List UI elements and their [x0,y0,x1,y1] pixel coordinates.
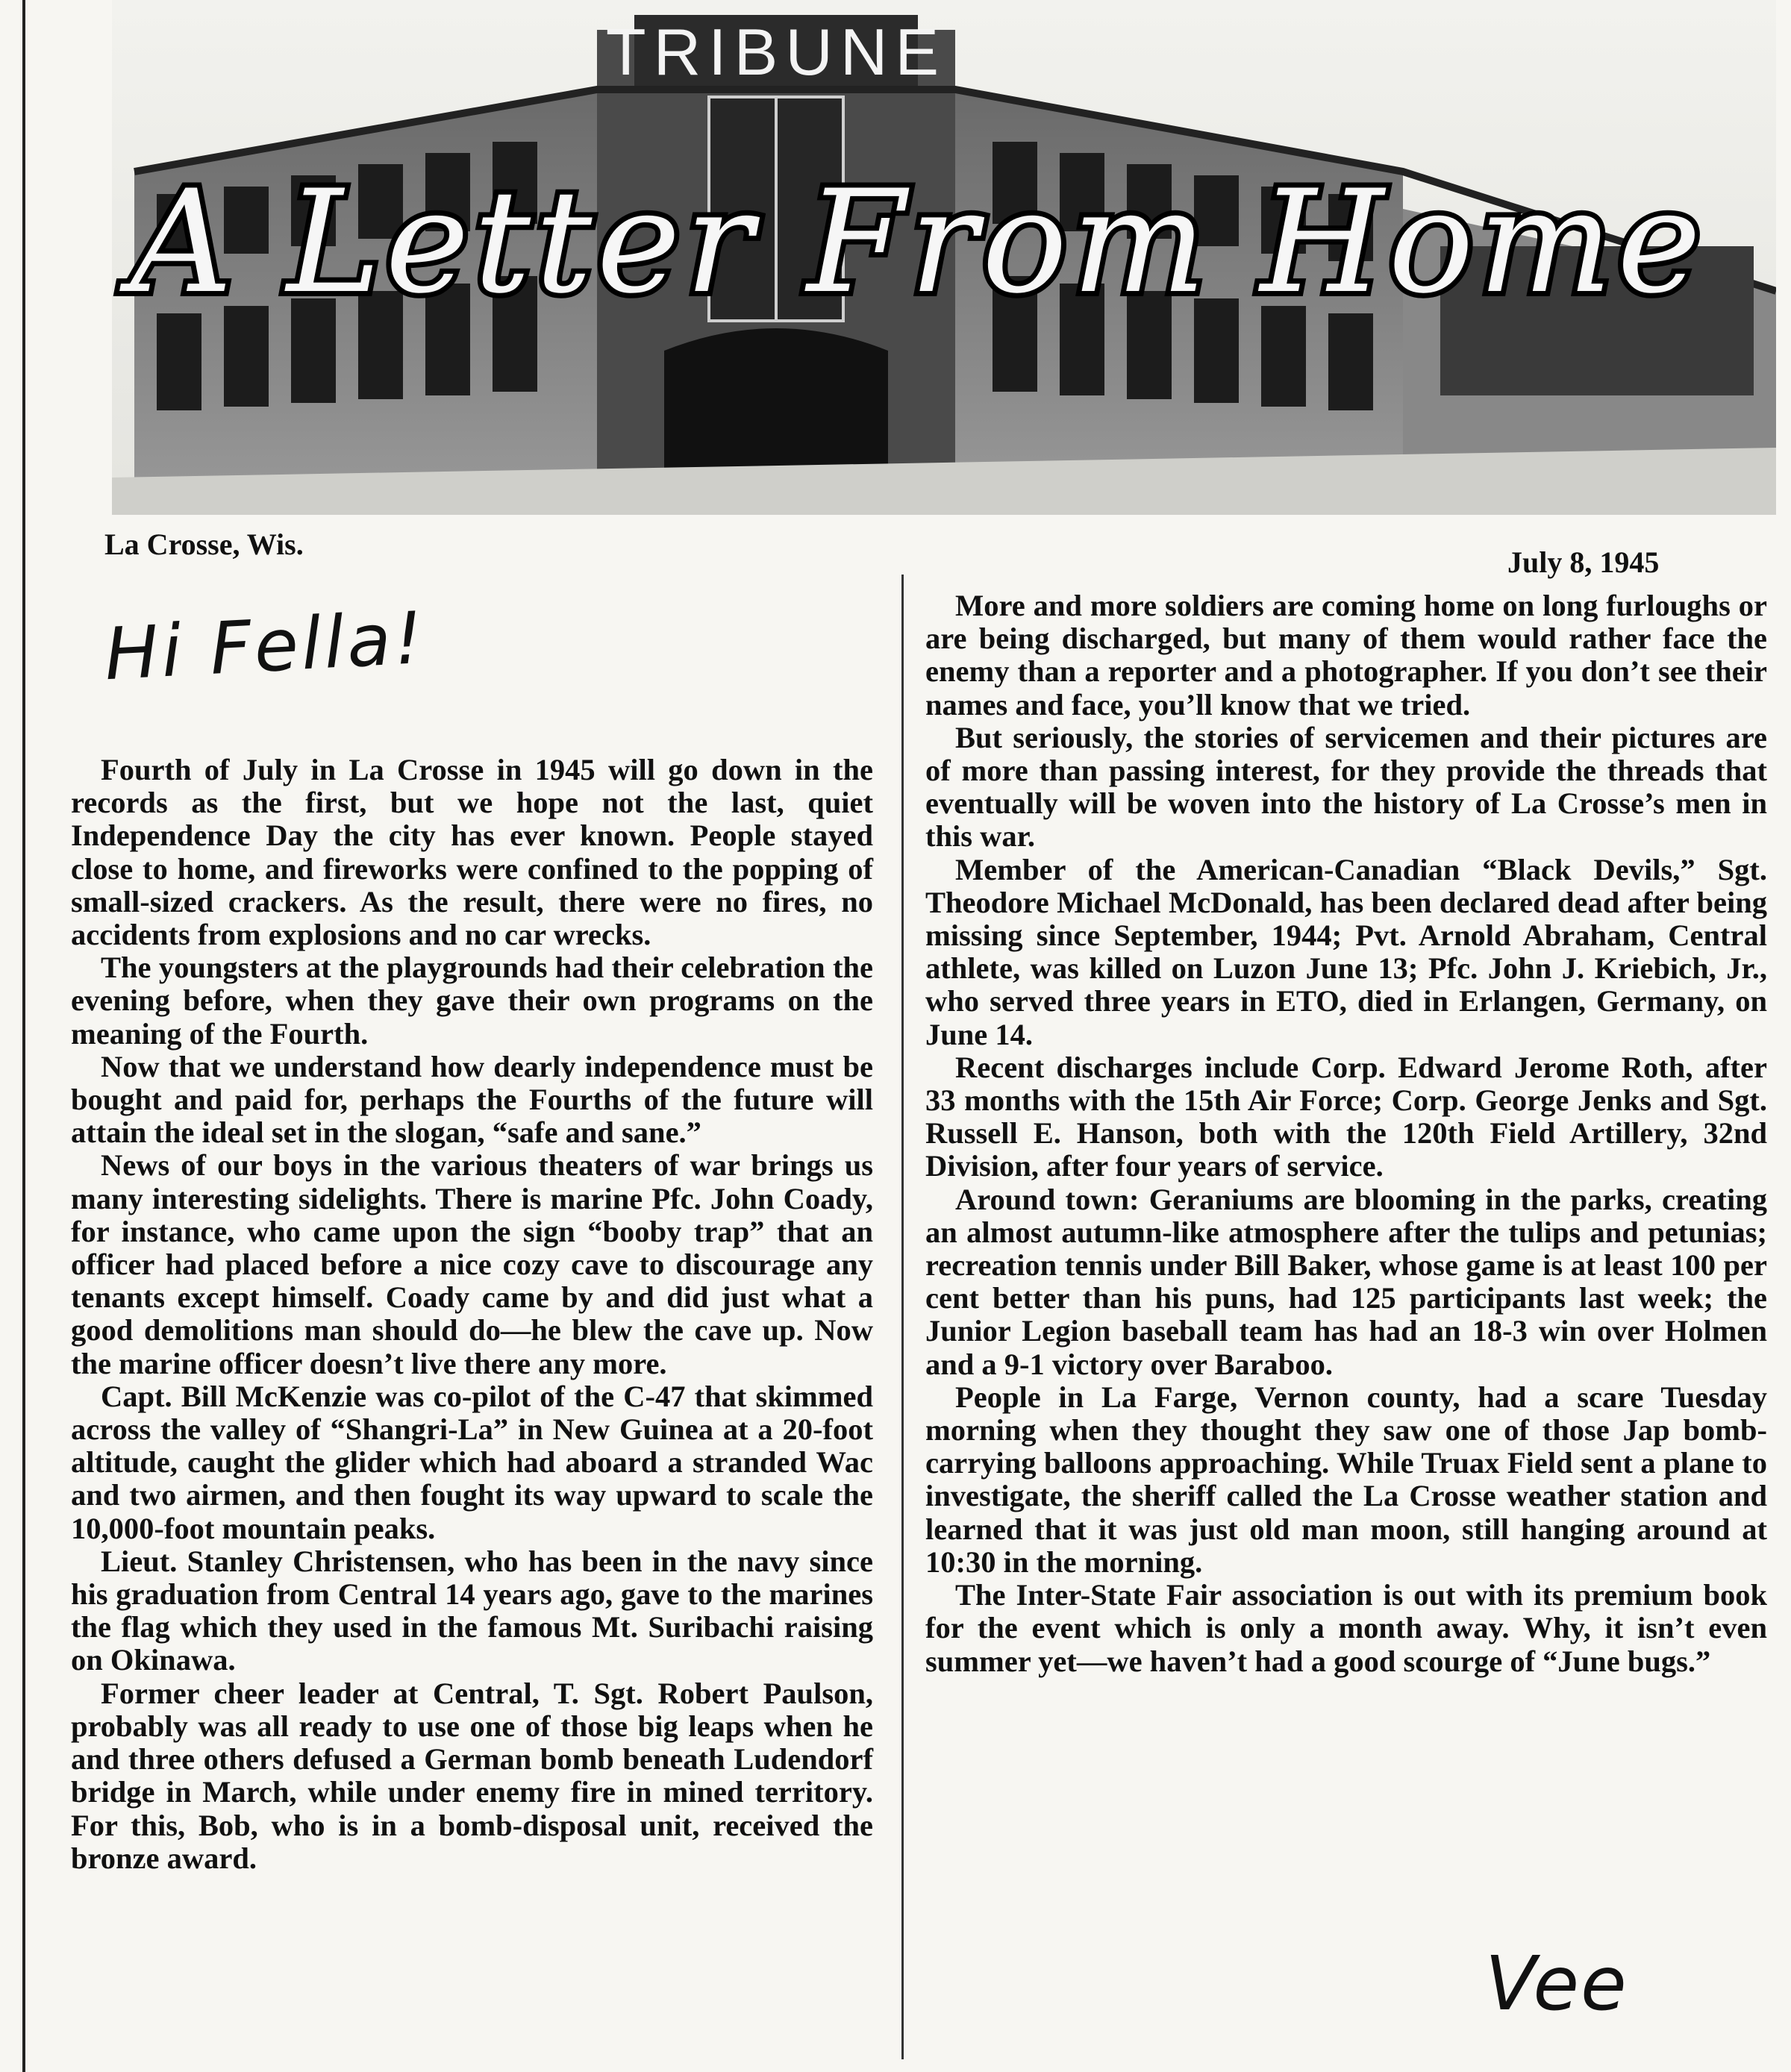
paragraph: Fourth of July in La Crosse in 1945 will go down in the records as the first, but we hope not the last, quiet Independence Day the city has ever known. People stayed close to home, and fireworks were confined to the popping of small-sized crackers. As the result, there were no fires, no accidents from explosions and no car wrecks. [71,753,873,952]
left-column [71,754,873,1875]
paragraph: Around town: Geraniums are blooming in the parks, creating an almost autumn-like atmosphere after the tulips and petunias; recreation tennis under Bill Baker, whose game is at least 100 per cent better than his puns, had 125 participants last week; the Junior Legion baseball team has had an 18-3 win over Holmen and a 9-1 victory over Baraboo. [925,1182,1767,1381]
building-sign-text: TRIBUNE [605,15,947,89]
paragraph: Lieut. Stanley Christensen, who has been in the navy since his graduation from Central 14 years ago, gave to the marines the flag which they used in the famous Mt. Suribachi raising on Okinawa. [71,1544,873,1677]
paragraph: Member of the American-Canadian “Black Devils,” Sgt. Theodore Michael McDonald, has been declared dead after being missing since September, 1944; Pvt. Arnold Abraham, Central athlete, was killed on Luzon June 13; Pfc. John J. Kriebich, Jr., who served three years in ETO, died in Erlangen, Germany, on June 14. [925,852,1767,1051]
tribune-building-illustration [112,0,1776,515]
paragraph: Former cheer leader at Central, T. Sgt. Robert Paulson, probably was all ready to use one of those big leaps when he and three others defused a German bomb beneath Ludendorf bridge in March, while under enemy fire in mined territory. For this, Bob, who is in a bomb-disposal unit, received the bronze award. [71,1676,873,1875]
letter-salutation: Hi Fella! [102,595,428,697]
right-column [925,589,1767,1678]
paragraph: Recent discharges include Corp. Edward Jerome Roth, after 33 months with the 15th Air Force; Corp. George Jenks and Sgt. Russell E. Hanson, both with the 120th Field Artillery, 32nd Division, after four years of service. [925,1050,1767,1183]
paragraph: People in La Farge, Vernon county, had a scare Tuesday morning when they thought they saw one of those Jap bomb-carrying balloons approaching. While Truax Field sent a plane to investigate, the sheriff called the La Crosse weather station and learned that it was just old man moon, still hanging around at 10:30 in the morning. [925,1380,1767,1579]
paragraph: Now that we understand how dearly independence must be bought and paid for, perhaps the Fourths of the future will attain the ideal set in the slogan, “safe and sane.” [71,1049,873,1150]
paragraph: The Inter-State Fair association is out with its premium book for the event which is only a month away. Why, it isn’t even summer yet—we haven’t had a good scourge of “June bugs.” [925,1578,1767,1678]
letter-place: La Crosse, Wis. [104,528,304,561]
paragraph: Capt. Bill McKenzie was co-pilot of the C-47 that skimmed across the valley of “Shangri-La” in New Guinea at a 20-foot altitude, caught the glider which had aboard a stranded Wac and two airmen, and then fought its way upward to scale the 10,000-foot mountain peaks. [71,1379,873,1545]
letter-date: July 8, 1945 [1507,545,1660,579]
script-title-text: A Letter From Home [130,160,1706,325]
column-divider [901,575,904,2059]
paragraph: More and more soldiers are coming home on long furloughs or are being discharged, but many of them would rather face the enemy than a reporter and a photographer. If you don’t see their names and face, you’ll know that we tried. [925,589,1767,722]
paragraph: The youngsters at the playgrounds had their celebration the evening before, when they gave their own programs on the meaning of the Fourth. [71,951,873,1051]
page-edge-rule [22,0,25,2072]
letter-signature: Vee [1485,1940,1628,2027]
masthead-illustration [112,0,1776,515]
paragraph: But seriously, the stories of servicemen and their pictures are of more than passing interest, for they provide the threads that eventually will be woven into the history of La Crosse’s men in this war. [925,720,1767,854]
paragraph: News of our boys in the various theaters of war brings us many interesting sidelights. There is marine Pfc. John Coady, for instance, who came upon the sign “booby trap” that an officer had placed before a nice cozy cave to discourage any tenants except himself. Coady came by and did just what a good demolitions man should do—he blew the cave up. Now the marine officer doesn’t live there any more. [71,1148,873,1380]
